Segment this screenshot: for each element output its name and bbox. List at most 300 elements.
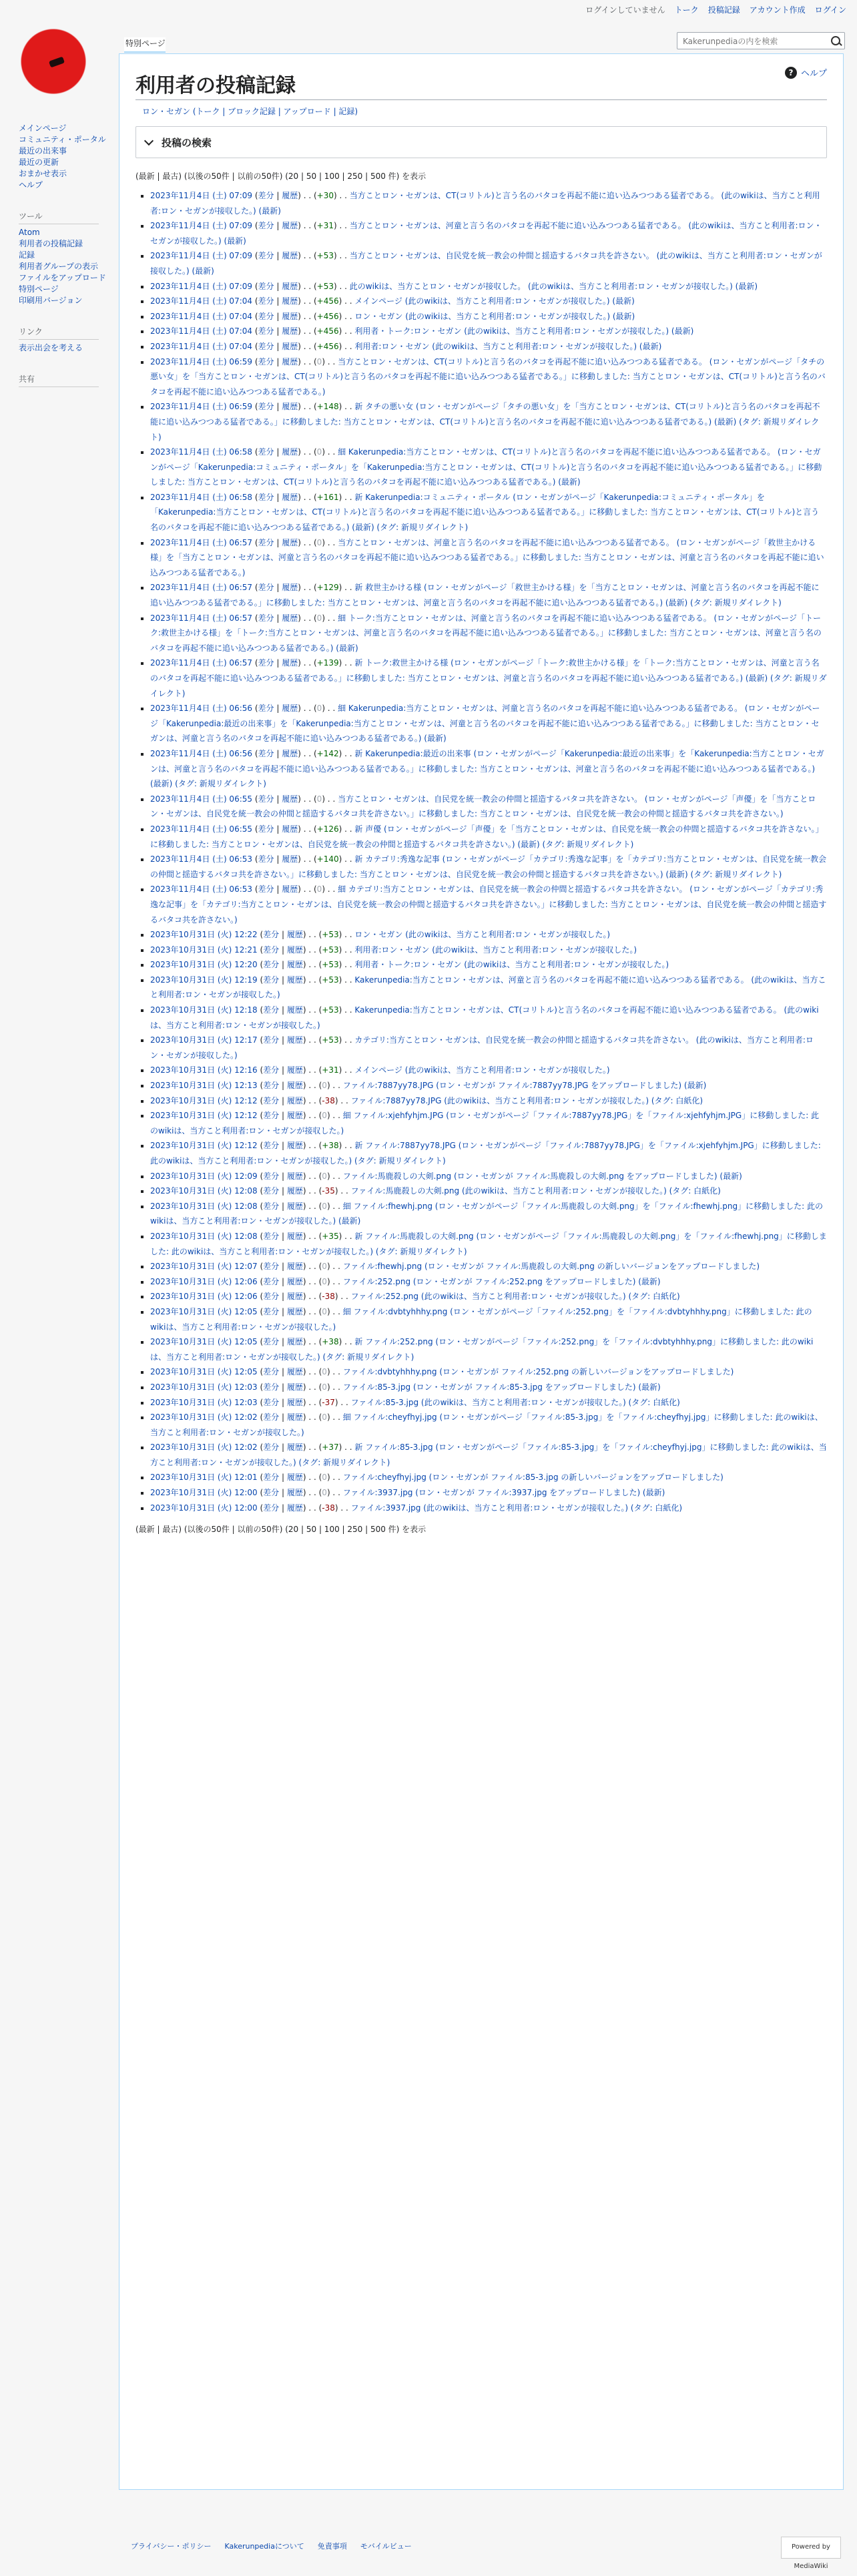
revision-date-link[interactable]: 2023年10月31日 (火) 12:00: [150, 1503, 258, 1513]
footer-links: [131, 2541, 412, 2551]
revision-summary[interactable]: ファイル:3937.jpg (此のwikiは、当方こと利用者:ロン・セガンが接収した。) (タグ: 白紙化): [350, 1503, 683, 1513]
size-change: +38: [322, 1141, 339, 1151]
history-link[interactable]: 履歴: [286, 960, 303, 970]
revision-summary[interactable]: Kakerunpedia:当方ことロン・セガンは、河童と言う名のバタコを再起不能に追い込みつつある猛者である。 (此のwikiは、当方こと利用者:ロン・セガンが接収した。): [150, 975, 826, 1000]
contribution-row: ▪ 2023年10月31日 (火) 12:19 (差分 | 履歴) . . (+53) . . Kakerunpedia:当方ことロン・セガンは、河童と言う名のバタコを再起不能に追い込みつつある猛者である。 (此のwikiは、当方こと利用者:ロン・セガンが接収した。): [150, 973, 827, 1003]
revision-date-link[interactable]: 2023年10月31日 (火) 12:08: [150, 1186, 258, 1196]
create-account-link[interactable]: アカウント作成: [749, 5, 806, 15]
revision-date-link[interactable]: 2023年10月31日 (火) 12:05: [150, 1337, 258, 1347]
revision-summary[interactable]: ファイル:cheyfhyj.jpg (ロン・セガンが ファイル:85-3.jpg の新しいバージョンをアップロードしました): [342, 1473, 724, 1483]
history-link[interactable]: 履歴: [286, 1276, 303, 1286]
size-change: +456: [316, 296, 339, 306]
sidebar-nav-item[interactable]: メインページ: [19, 123, 67, 133]
history-link[interactable]: 履歴: [282, 326, 298, 336]
history-link[interactable]: 履歴: [286, 1412, 303, 1423]
size-change: 0: [322, 1201, 327, 1211]
revision-summary[interactable]: 当方ことロン・セガンは、CT(コリトル)と言う名のバタコを再起不能に追い込みつつある猛者である。 (ロン・セガンがページ「タチの悪い女」を「当方ことロン・セガンは、CT(コリトル)と言う名のバタコを再起不能に追い込みつつある猛者である。」に移動しました: 当方ことロン・セガンは、CT(コリトル)と言う名のバタコを再起不能に追い込みつつある猛者である。): [150, 356, 826, 397]
revision-date-link[interactable]: 2023年10月31日 (火) 12:08: [150, 1231, 258, 1241]
size-change: -35: [322, 1186, 335, 1196]
history-link[interactable]: 履歴: [282, 221, 298, 231]
size-change: 0: [322, 1081, 327, 1091]
search-icon[interactable]: [831, 36, 840, 45]
history-link[interactable]: 履歴: [282, 583, 298, 593]
contribution-row: ▪ 2023年10月31日 (火) 12:05 (差分 | 履歴) . . (+38) . . 新 ファイル:252.png (ロン・セガンがページ「ファイル:252.png」を「ファイル:dvbtyhhhy.png」に移動しました: 此のwikiは、当方こと利用者:ロン・セガンが接収した。) (タグ: 新規リダイレクト): [150, 1334, 827, 1364]
revision-summary[interactable]: Kakerunpedia:当方ことロン・セガンは、CT(コリトル)と言う名のバタコを再起不能に追い込みつつある猛者である。 (此のwikiは、当方こと利用者:ロン・セガンが接収した。): [150, 1005, 819, 1030]
contribution-row: ▪ 2023年11月4日 (土) 07:09 (差分 | 履歴) . . (+53) . . 当方ことロン・セガンは、自民党を統一教会の仲間と揺造するバタコ共を許さない。 (此のwikiは、当方こと利用者:ロン・セガンが接収した。) (最新): [150, 248, 827, 278]
history-link[interactable]: 履歴: [282, 537, 298, 547]
diff-link[interactable]: 差分: [258, 658, 274, 668]
revision-date-link[interactable]: 2023年11月4日 (土) 07:04: [150, 341, 253, 351]
history-link[interactable]: 履歴: [282, 311, 298, 321]
history-link[interactable]: 履歴: [282, 281, 298, 291]
diff-link[interactable]: 差分: [263, 1201, 280, 1211]
revision-summary[interactable]: 新 タチの悪い女 (ロン・セガンがページ「タチの悪い女」を「当方ことロン・セガンは、CT(コリトル)と言う名のバタコを再起不能に追い込みつつある猛者である。」に移動しました: 当方ことロン・セガンは、CT(コリトル)と言う名のバタコを再起不能に追い込みつつある猛者である。) (最新) (タグ: 新規リダイレクト): [150, 402, 820, 442]
revision-date-link[interactable]: 2023年11月4日 (土) 07:09: [150, 281, 253, 291]
site-logo[interactable]: [15, 23, 92, 100]
history-link[interactable]: 履歴: [282, 613, 298, 623]
revision-date-link[interactable]: 2023年10月31日 (火) 12:06: [150, 1276, 258, 1286]
revision-date-link[interactable]: 2023年10月31日 (火) 12:05: [150, 1367, 258, 1377]
history-link[interactable]: 履歴: [282, 191, 298, 200]
login-link[interactable]: ログイン: [814, 5, 846, 15]
revision-summary[interactable]: ロン・セガン (此のwikiは、当方こと利用者:ロン・セガンが接収した。): [354, 930, 611, 940]
diff-link[interactable]: 差分: [263, 1231, 280, 1241]
sidebar-links-item[interactable]: 表示出会を考える: [19, 343, 83, 352]
sidebar-tools-item[interactable]: 特別ページ: [19, 284, 59, 294]
diff-link[interactable]: 差分: [258, 492, 274, 502]
help-link[interactable]: [785, 66, 827, 79]
diff-link[interactable]: 差分: [258, 311, 274, 321]
diff-link[interactable]: 差分: [263, 1141, 280, 1151]
revision-date-link[interactable]: 2023年10月31日 (火) 12:18: [150, 1005, 258, 1015]
revision-date-link[interactable]: 2023年10月31日 (火) 12:08: [150, 1201, 258, 1211]
revision-date-link[interactable]: 2023年10月31日 (火) 12:12: [150, 1111, 258, 1121]
diff-link[interactable]: 差分: [263, 1503, 280, 1513]
diff-link[interactable]: 差分: [258, 748, 274, 758]
revision-date-link[interactable]: 2023年10月31日 (火) 12:01: [150, 1473, 258, 1483]
history-link[interactable]: 履歴: [282, 447, 298, 457]
revision-summary[interactable]: 当方ことロン・セガンは、CT(コリトル)と言う名のバタコを再起不能に追い込みつつある猛者である。 (此のwikiは、当方こと利用者:ロン・セガンが接収した。) (最新): [150, 191, 820, 216]
history-link[interactable]: 履歴: [286, 1005, 303, 1015]
diff-link[interactable]: 差分: [263, 1473, 280, 1483]
revision-date-link[interactable]: 2023年11月4日 (土) 06:57: [150, 583, 253, 593]
revision-date-link[interactable]: 2023年10月31日 (火) 12:17: [150, 1035, 258, 1045]
diff-link[interactable]: 差分: [263, 1397, 280, 1407]
footer-link[interactable]: モバイルビュー: [360, 2542, 412, 2551]
contribution-row: ▪ 2023年11月4日 (土) 07:04 (差分 | 履歴) . . (+456) . . ロン・セガン (此のwikiは、当方こと利用者:ロン・セガンが接収した。) (最新): [150, 309, 827, 324]
revision-summary[interactable]: 当方ことロン・セガンは、河童と言う名のバタコを再起不能に追い込みつつある猛者である。 (此のwikiは、当方こと利用者:ロン・セガンが接収した。) (最新): [150, 221, 822, 246]
pager-bottom[interactable]: (最新 | 最古) (以後の50件 | 以前の50件) (20 | 50 | 100 | 250 | 500 件) を表示: [135, 1525, 426, 1535]
revision-date-link[interactable]: 2023年10月31日 (火) 12:12: [150, 1141, 258, 1151]
size-change: 0: [316, 613, 322, 623]
diff-link[interactable]: 差分: [263, 1095, 280, 1105]
size-change: 0: [316, 537, 322, 547]
size-change: +53: [322, 930, 339, 940]
contribution-row: ▪ 2023年10月31日 (火) 12:09 (差分 | 履歴) . . (0) . . ファイル:馬鹿殺しの大剣.png (ロン・セガンが ファイル:馬鹿殺しの大剣.png をアップロードしました) (最新): [150, 1169, 827, 1184]
revision-summary[interactable]: 利用者:ロン・セガン (此のwikiは、当方こと利用者:ロン・セガンが接収した。): [354, 945, 637, 955]
size-change: +38: [322, 1337, 339, 1347]
revision-summary[interactable]: ファイル:dvbtyhhhy.png (ロン・セガンが ファイル:252.png の新しいバージョンをアップロードしました): [342, 1367, 734, 1377]
diff-link[interactable]: 差分: [263, 1111, 280, 1121]
revision-date-link[interactable]: 2023年10月31日 (火) 12:12: [150, 1095, 258, 1105]
revision-summary[interactable]: ファイル:3937.jpg (ロン・セガンが ファイル:3937.jpg をアップロードしました) (最新): [342, 1488, 665, 1498]
footer-link[interactable]: Kakerunpediaについて: [224, 2542, 304, 2551]
sidebar-nav-item[interactable]: おまかせ表示: [19, 169, 67, 178]
size-change: 0: [322, 1262, 327, 1272]
history-link[interactable]: 履歴: [286, 1488, 303, 1498]
revision-date-link[interactable]: 2023年11月4日 (土) 07:09: [150, 191, 253, 200]
revision-date-link[interactable]: 2023年11月4日 (土) 06:55: [150, 794, 253, 804]
revision-date-link[interactable]: 2023年11月4日 (土) 06:59: [150, 402, 253, 412]
diff-link[interactable]: 差分: [258, 341, 274, 351]
revision-date-link[interactable]: 2023年11月4日 (土) 07:09: [150, 251, 253, 261]
revision-summary[interactable]: カテゴリ:当方ことロン・セガンは、自民党を統一教会の仲間と揺造するバタコ共を許さない。 (此のwikiは、当方こと利用者:ロン・セガンが接収した。): [150, 1035, 814, 1060]
contribution-row: ▪ 2023年11月4日 (土) 07:04 (差分 | 履歴) . . (+456) . . 利用者・トーク:ロン・セガン (此のwikiは、当方こと利用者:ロン・セガンが接収した。) (最新): [150, 324, 827, 339]
history-link[interactable]: 履歴: [286, 1081, 303, 1091]
contribution-row: ▪ 2023年10月31日 (火) 12:18 (差分 | 履歴) . . (+53) . . Kakerunpedia:当方ことロン・セガンは、CT(コリトル)と言う名のバタコを再起不能に追い込みつつある猛者である。 (此のwikiは、当方こと利用者:ロン・セガンが接収した。): [150, 1003, 827, 1033]
revision-date-link[interactable]: 2023年11月4日 (土) 06:56: [150, 704, 253, 714]
contribution-row: ▪ 2023年10月31日 (火) 12:12 (差分 | 履歴) . . (+38) . . 新 ファイル:7887yy78.JPG (ロン・セガンがページ「ファイル:7887yy78.JPG」を「ファイル:xjehfyhjm.JPG」に移動しました: 此のwikiは、当方こと利用者:ロン・セガンが接収した。) (タグ: 新規リダイレクト): [150, 1138, 827, 1168]
history-link[interactable]: 履歴: [286, 1171, 303, 1181]
revision-summary[interactable]: ファイル:85-3.jpg (此のwikiは、当方こと利用者:ロン・セガンが接収した。) (タグ: 白紙化): [350, 1397, 680, 1407]
history-link[interactable]: 履歴: [286, 1095, 303, 1105]
revision-date-link[interactable]: 2023年11月4日 (土) 06:57: [150, 658, 253, 668]
revision-summary[interactable]: ファイル:252.png (此のwikiは、当方こと利用者:ロン・セガンが接収した。) (タグ: 白紙化): [350, 1292, 680, 1302]
revision-date-link[interactable]: 2023年10月31日 (火) 12:00: [150, 1488, 258, 1498]
revision-summary[interactable]: 新 トーク:救世主かける様 (ロン・セガンがページ「トーク:救世主かける様」を「トーク:当方ことロン・セガンは、河童と言う名のバタコを再起不能に追い込みつつある猛者である。」に移動しました: 当方ことロン・セガンは、河童と言う名のバタコを再起不能に追い込みつつある猛者である。) (最新) (タグ: 新規リダイレクト): [150, 658, 827, 698]
revision-summary[interactable]: 新 ファイル:85-3.jpg (ロン・セガンがページ「ファイル:85-3.jpg」を「ファイル:cheyfhyj.jpg」に移動しました: 此のwikiは、当方こと利用者:ロン・セガンが接収した。) (タグ: 新規リダイレクト): [150, 1443, 827, 1467]
main-content: [119, 53, 844, 2490]
sidebar-tools: [19, 227, 112, 306]
revision-summary[interactable]: 細 カテゴリ:当方ことロン・セガンは、自民党を統一教会の仲間と揺造するバタコ共を許さない。 (ロン・セガンがページ「カテゴリ:秀逸な記事」を「カテゴリ:当方ことロン・セガンは、自民党を統一教会の仲間と揺造するバタコ共を許さない。」に移動しました: 当方ことロン・セガンは、自民党を統一教会の仲間と揺造するバタコ共を許さない。): [150, 884, 827, 925]
diff-link[interactable]: 差分: [263, 1276, 280, 1286]
sidebar-links: [19, 342, 112, 354]
size-change: +53: [322, 975, 339, 985]
history-link[interactable]: 履歴: [282, 704, 298, 714]
size-change: +53: [322, 960, 339, 970]
history-link[interactable]: 履歴: [286, 1397, 303, 1407]
revision-summary[interactable]: 細 トーク:当方ことロン・セガンは、河童と言う名のバタコを再起不能に追い込みつつある猛者である。 (ロン・セガンがページ「トーク:救世主かける様」を「トーク:当方ことロン・セガンは、河童と言う名のバタコを再起不能に追い込みつつある猛者である。」に移動しました: 当方ことロン・セガンは、河童と言う名のバタコを再起不能に追い込みつつある猛者である。) (最新): [150, 613, 822, 653]
revision-summary[interactable]: 新 カテゴリ:秀逸な記事 (ロン・セガンがページ「カテゴリ:秀逸な記事」を「カテゴリ:当方ことロン・セガンは、自民党を統一教会の仲間と揺造するバタコ共を許さない。」に移動しました: 当方ことロン・セガンは、自民党を統一教会の仲間と揺造するバタコ共を許さない。) (最新) (タグ: 新規リダイレクト): [150, 854, 827, 879]
contributions-filter-toggle[interactable]: [135, 126, 827, 158]
diff-link[interactable]: 差分: [263, 1412, 280, 1423]
help-label[interactable]: ヘルプ: [800, 69, 827, 79]
logo-mark: [49, 57, 65, 68]
revision-summary[interactable]: メインページ (此のwikiは、当方こと利用者:ロン・セガンが接収した。) (最新): [354, 296, 635, 306]
history-link[interactable]: 履歴: [286, 1473, 303, 1483]
revision-summary[interactable]: 当方ことロン・セガンは、自民党を統一教会の仲間と揺造するバタコ共を許さない。 (ロン・セガンがページ「声優」を「当方ことロン・セガンは、自民党を統一教会の仲間と揺造するバタコ共を許さない。」に移動しました: 当方ことロン・セガンは、自民党を統一教会の仲間と揺造するバタコ共を許さない。): [150, 794, 816, 819]
search-box[interactable]: [677, 32, 845, 49]
revision-summary[interactable]: 新 救世主かける様 (ロン・セガンがページ「救世主かける様」を「当方ことロン・セガンは、河童と言う名のバタコを再起不能に追い込みつつある猛者である。」に移動しました: 当方ことロン・セガンは、河童と言う名のバタコを再起不能に追い込みつつある猛者である。) (最新) (タグ: 新規リダイレクト): [150, 583, 820, 608]
diff-link[interactable]: 差分: [258, 402, 274, 412]
size-change: 0: [322, 1473, 327, 1483]
diff-link[interactable]: 差分: [258, 537, 274, 547]
sidebar-tools-item[interactable]: 印刷用バージョン: [19, 296, 83, 305]
diff-link[interactable]: 差分: [263, 1035, 280, 1045]
size-change: +126: [316, 824, 339, 834]
contribution-row: ▪ 2023年10月31日 (火) 12:07 (差分 | 履歴) . . (0) . . ファイル:fhewhj.png (ロン・セガンが ファイル:馬鹿殺しの大剣.png の新しいバージョンをアップロードしました): [150, 1259, 827, 1274]
links-header: リンク: [19, 326, 99, 340]
pager-top[interactable]: (最新 | 最古) (以後の50件 | 以前の50件) (20 | 50 | 100 | 250 | 500 件) を表示: [135, 172, 426, 181]
history-link[interactable]: 履歴: [286, 930, 303, 940]
revision-date-link[interactable]: 2023年11月4日 (土) 06:58: [150, 447, 253, 457]
revision-summary[interactable]: ファイル:252.png (ロン・セガンが ファイル:252.png をアップロードしました) (最新): [342, 1276, 661, 1286]
diff-link[interactable]: 差分: [258, 884, 274, 894]
history-link[interactable]: 履歴: [286, 1231, 303, 1241]
revision-date-link[interactable]: 2023年11月4日 (土) 06:58: [150, 492, 253, 502]
diff-link[interactable]: 差分: [263, 1306, 280, 1316]
history-link[interactable]: 履歴: [286, 1111, 303, 1121]
diff-link[interactable]: 差分: [258, 854, 274, 864]
revision-summary[interactable]: ファイル:85-3.jpg (ロン・セガンが ファイル:85-3.jpg をアップロードしました) (最新): [342, 1382, 661, 1392]
sidebar-nav-item[interactable]: 最近の更新: [19, 158, 59, 167]
history-link[interactable]: 履歴: [282, 748, 298, 758]
revision-date-link[interactable]: 2023年10月31日 (火) 12:07: [150, 1262, 258, 1272]
sidebar-nav-item[interactable]: ヘルプ: [19, 180, 43, 190]
size-change: +456: [316, 326, 339, 336]
revision-date-link[interactable]: 2023年10月31日 (火) 12:06: [150, 1292, 258, 1302]
sidebar-tools-item[interactable]: Atom: [19, 228, 40, 237]
revision-date-link[interactable]: 2023年11月4日 (土) 07:04: [150, 296, 253, 306]
diff-link[interactable]: 差分: [263, 1171, 280, 1181]
history-link[interactable]: 履歴: [286, 1065, 303, 1075]
diff-link[interactable]: 差分: [258, 447, 274, 457]
contribution-row: ▪ 2023年11月4日 (土) 07:04 (差分 | 履歴) . . (+456) . . 利用者:ロン・セガン (此のwikiは、当方こと利用者:ロン・セガンが接収した。) (最新): [150, 339, 827, 354]
diff-link[interactable]: 差分: [258, 281, 274, 291]
contribution-row: ▪ 2023年11月4日 (土) 06:57 (差分 | 履歴) . . (0) . . 細 トーク:当方ことロン・セガンは、河童と言う名のバタコを再起不能に追い込みつつある猛者である。 (ロン・セガンがページ「トーク:救世主かける様」を「トーク:当方ことロン・セガンは、河童と言う名のバタコを再起不能に追い込みつつある猛者である。」に移動しました: 当方ことロン・セガンは、河童と言う名のバタコを再起不能に追い込みつつある猛者である。) (最新): [150, 611, 827, 656]
history-link[interactable]: 履歴: [282, 492, 298, 502]
sidebar-nav-item[interactable]: コミュニティ・ポータル: [19, 135, 106, 144]
history-link[interactable]: 履歴: [286, 1201, 303, 1211]
history-link[interactable]: 履歴: [286, 1292, 303, 1302]
diff-link[interactable]: 差分: [263, 1005, 280, 1015]
powered-by-mediawiki-badge[interactable]: Powered by MediaWiki: [781, 2537, 841, 2559]
size-change: +129: [316, 583, 339, 593]
diff-link[interactable]: 差分: [263, 1186, 280, 1196]
sidebar-nav-item[interactable]: 最近の出来事: [19, 146, 67, 156]
size-change: +30: [316, 191, 334, 200]
size-change: +142: [316, 748, 339, 758]
revision-summary[interactable]: 新 Kakerunpedia:コミュニティ・ポータル (ロン・セガンがページ「Kakerunpedia:コミュニティ・ポータル」を「Kakerunpedia:当方ことロン・セガンは、CT(コリトル)と言う名のバタコを再起不能に追い込みつつある猛者である。」に移動しました: 当方ことロン・セガンは、CT(コリトル)と言う名のバタコを再起不能に追い込みつつある猛者である。) (最新) (タグ: 新規リダイレクト): [150, 492, 820, 533]
history-link[interactable]: 履歴: [282, 854, 298, 864]
revision-date-link[interactable]: 2023年11月4日 (土) 06:59: [150, 356, 253, 366]
revision-summary[interactable]: 細 ファイル:cheyfhyj.jpg (ロン・セガンがページ「ファイル:85-3.jpg」を「ファイル:cheyfhyj.jpg」に移動しました: 此のwikiは、当方こと利用者:ロン・セガンが接収した。): [150, 1412, 823, 1437]
size-change: +37: [322, 1443, 339, 1453]
contributions-link[interactable]: 投稿記録: [707, 5, 740, 15]
revision-summary[interactable]: ファイル:馬鹿殺しの大剣.png (ロン・セガンが ファイル:馬鹿殺しの大剣.png をアップロードしました) (最新): [342, 1171, 742, 1181]
contribution-row: ▪ 2023年10月31日 (火) 12:05 (差分 | 履歴) . . (0) . . ファイル:dvbtyhhhy.png (ロン・セガンが ファイル:252.png の新しいバージョンをアップロードしました): [150, 1364, 827, 1380]
revision-summary[interactable]: 利用者:ロン・セガン (此のwikiは、当方こと利用者:ロン・セガンが接収した。) (最新): [354, 341, 662, 351]
diff-link[interactable]: 差分: [263, 945, 280, 955]
diff-link[interactable]: 差分: [263, 1065, 280, 1075]
revision-summary[interactable]: 新 ファイル:252.png (ロン・セガンがページ「ファイル:252.png」を「ファイル:dvbtyhhhy.png」に移動しました: 此のwikiは、当方こと利用者:ロン・セガンが接収した。) (タグ: 新規リダイレクト): [150, 1337, 814, 1362]
history-link[interactable]: 履歴: [282, 356, 298, 366]
sidebar-tools-item[interactable]: 記録: [19, 250, 35, 260]
revision-date-link[interactable]: 2023年10月31日 (火) 12:19: [150, 975, 258, 985]
revision-summary[interactable]: 細 Kakerunpedia:当方ことロン・セガンは、河童と言う名のバタコを再起不能に追い込みつつある猛者である。 (ロン・セガンがページ「Kakerunpedia:最近の出来事」を「Kakerunpedia:当方ことロン・セガンは、河童と言う名のバタコを再起不能に追い込みつつある猛者である。」に移動しました: 当方ことロン・セガンは、河童と言う名のバタコを再起不能に追い込みつつある猛者である。) (最新): [150, 704, 820, 744]
history-link[interactable]: 履歴: [286, 1337, 303, 1347]
diff-link[interactable]: 差分: [263, 1382, 280, 1392]
diff-link[interactable]: 差分: [263, 1443, 280, 1453]
revision-summary[interactable]: メインページ (此のwikiは、当方こと利用者:ロン・セガンが接収した。): [354, 1065, 610, 1075]
contribution-row: ▪ 2023年10月31日 (火) 12:08 (差分 | 履歴) . . (0) . . 細 ファイル:fhewhj.png (ロン・セガンがページ「ファイル:馬鹿殺しの大剣.png」を「ファイル:fhewhj.png」に移動しました: 此のwikiは、当方こと利用者:ロン・セガンが接収した。) (最新): [150, 1199, 827, 1229]
revision-date-link[interactable]: 2023年11月4日 (土) 06:56: [150, 748, 253, 758]
diff-link[interactable]: 差分: [258, 824, 274, 834]
revision-summary[interactable]: 細 ファイル:dvbtyhhhy.png (ロン・セガンがページ「ファイル:252.png」を「ファイル:dvbtyhhhy.png」に移動しました: 此のwikiは、当方こと利用者:ロン・セガンが接収した。): [150, 1306, 812, 1332]
revision-summary[interactable]: 新 ファイル:馬鹿殺しの大剣.png (ロン・セガンがページ「ファイル:馬鹿殺しの大剣.png」を「ファイル:fhewhj.png」に移動しました: 此のwikiは、当方こと利用者:ロン・セガンが接収した。) (タグ: 新規リダイレクト): [150, 1231, 827, 1256]
diff-link[interactable]: 差分: [258, 583, 274, 593]
size-change: 0: [322, 1412, 327, 1423]
revision-summary[interactable]: 細 ファイル:xjehfyhjm.JPG (ロン・セガンがページ「ファイル:7887yy78.JPG」を「ファイル:xjehfyhjm.JPG」に移動しました: 此のwikiは、当方こと利用者:ロン・セガンが接収した。): [150, 1111, 820, 1135]
diff-link[interactable]: 差分: [258, 356, 274, 366]
revision-date-link[interactable]: 2023年11月4日 (土) 06:53: [150, 884, 253, 894]
revision-date-link[interactable]: 2023年10月31日 (火) 12:05: [150, 1306, 258, 1316]
contribution-row: ▪ 2023年11月4日 (土) 06:58 (差分 | 履歴) . . (+161) . . 新 Kakerunpedia:コミュニティ・ポータル (ロン・セガンがページ「Kakerunpedia:コミュニティ・ポータル」を「Kakerunpedia:当方ことロン・セガンは、CT(コリトル)と言う名のバタコを再起不能に追い込みつつある猛者である。」に移動しました: 当方ことロン・セガンは、CT(コリトル)と言う名のバタコを再起不能に追い込みつつある猛者である。) (最新) (タグ: 新規リダイレクト): [150, 490, 827, 535]
diff-link[interactable]: 差分: [258, 794, 274, 804]
revision-summary[interactable]: 新 ファイル:7887yy78.JPG (ロン・セガンがページ「ファイル:7887yy78.JPG」を「ファイル:xjehfyhjm.JPG」に移動しました: 此のwikiは、当方こと利用者:ロン・セガンが接収した。) (タグ: 新規リダイレクト): [150, 1141, 821, 1166]
history-link[interactable]: 履歴: [286, 1443, 303, 1453]
history-link[interactable]: 履歴: [286, 1367, 303, 1377]
history-link[interactable]: 履歴: [286, 1503, 303, 1513]
history-link[interactable]: 履歴: [282, 251, 298, 261]
revision-date-link[interactable]: 2023年11月4日 (土) 06:53: [150, 854, 253, 864]
revision-summary[interactable]: 新 Kakerunpedia:最近の出来事 (ロン・セガンがページ「Kakerunpedia:最近の出来事」を「Kakerunpedia:当方ことロン・セガンは、河童と言う名のバタコを再起不能に追い込みつつある猛者である。」に移動しました: 当方ことロン・セガンは、河童と言う名のバタコを再起不能に追い込みつつある猛者である。) (最新) (タグ: 新規リダイレクト): [150, 748, 824, 789]
diff-link[interactable]: 差分: [263, 1292, 280, 1302]
diff-link[interactable]: 差分: [258, 613, 274, 623]
revision-summary[interactable]: ファイル:7887yy78.JPG (此のwikiは、当方こと利用者:ロン・セガンが接収した。) (タグ: 白紙化): [350, 1095, 703, 1105]
diff-link[interactable]: 差分: [258, 221, 274, 231]
contribution-row: ▪ 2023年11月4日 (土) 06:57 (差分 | 履歴) . . (+139) . . 新 トーク:救世主かける様 (ロン・セガンがページ「トーク:救世主かける様」を「トーク:当方ことロン・セガンは、河童と言う名のバタコを再起不能に追い込みつつある猛者である。」に移動しました: 当方ことロン・セガンは、河童と言う名のバタコを再起不能に追い込みつつある猛者である。) (最新) (タグ: 新規リダイレクト): [150, 656, 827, 701]
revision-summary[interactable]: ファイル:fhewhj.png (ロン・セガンが ファイル:馬鹿殺しの大剣.png の新しいバージョンをアップロードしました): [342, 1262, 760, 1272]
contribution-row: ▪ 2023年11月4日 (土) 07:04 (差分 | 履歴) . . (+456) . . メインページ (此のwikiは、当方こと利用者:ロン・セガンが接収した。) (最新): [150, 294, 827, 309]
history-link[interactable]: 履歴: [286, 945, 303, 955]
contribution-row: ▪ 2023年11月4日 (土) 06:56 (差分 | 履歴) . . (0) . . 細 Kakerunpedia:当方ことロン・セガンは、河童と言う名のバタコを再起不能に追い込みつつある猛者である。 (ロン・セガンがページ「Kakerunpedia:最近の出来事」を「Kakerunpedia:当方ことロン・セガンは、河童と言う名のバタコを再起不能に追い込みつつある猛者である。」に移動しました: 当方ことロン・セガンは、河童と言う名のバタコを再起不能に追い込みつつある猛者である。) (最新): [150, 701, 827, 746]
diff-link[interactable]: 差分: [258, 191, 274, 200]
sidebar-tools-item[interactable]: 利用者の投稿記録: [19, 239, 83, 248]
history-link[interactable]: 履歴: [282, 296, 298, 306]
diff-link[interactable]: 差分: [258, 704, 274, 714]
revision-date-link[interactable]: 2023年10月31日 (火) 12:13: [150, 1081, 258, 1091]
diff-link[interactable]: 差分: [263, 1367, 280, 1377]
revision-summary[interactable]: 此のwikiは、当方ことロン・セガンが接収した。 (此のwikiは、当方こと利用者:ロン・セガンが接収した。) (最新): [349, 281, 758, 291]
revision-date-link[interactable]: 2023年11月4日 (土) 07:04: [150, 326, 253, 336]
size-change: +35: [322, 1231, 339, 1241]
revision-date-link[interactable]: 2023年11月4日 (土) 06:55: [150, 824, 253, 834]
size-change: 0: [316, 704, 322, 714]
contribution-row: ▪ 2023年10月31日 (火) 12:02 (差分 | 履歴) . . (+37) . . 新 ファイル:85-3.jpg (ロン・セガンがページ「ファイル:85-3.jpg」を「ファイル:cheyfhyj.jpg」に移動しました: 此のwikiは、当方こと利用者:ロン・セガンが接収した。) (タグ: 新規リダイレクト): [150, 1440, 827, 1470]
revision-date-link[interactable]: 2023年10月31日 (火) 12:02: [150, 1412, 258, 1423]
tab-special-page[interactable]: 特別ページ: [124, 37, 166, 53]
size-change: +53: [322, 1035, 339, 1045]
page-subtitle[interactable]: ロン・セガン (トーク | ブロック記録 | アップロード | 記録): [142, 107, 358, 116]
diff-link[interactable]: 差分: [263, 1262, 280, 1272]
diff-link[interactable]: 差分: [263, 975, 280, 985]
history-link[interactable]: 履歴: [286, 1186, 303, 1196]
history-link[interactable]: 履歴: [286, 975, 303, 985]
revision-summary[interactable]: 利用者・トーク:ロン・セガン (此のwikiは、当方こと利用者:ロン・セガンが接収した。): [354, 960, 669, 970]
footer-link[interactable]: 免責事項: [317, 2542, 347, 2551]
revision-summary[interactable]: 細 ファイル:fhewhj.png (ロン・セガンがページ「ファイル:馬鹿殺しの大剣.png」を「ファイル:fhewhj.png」に移動しました: 此のwikiは、当方こと利用者:ロン・セガンが接収した。) (最新): [150, 1201, 823, 1226]
size-change: 0: [322, 1367, 327, 1377]
size-change: +456: [316, 341, 339, 351]
size-change: +53: [322, 945, 339, 955]
revision-summary[interactable]: ファイル:馬鹿殺しの大剣.png (此のwikiは、当方こと利用者:ロン・セガンが接収した。) (タグ: 白紙化): [350, 1186, 721, 1196]
contribution-row: ▪ 2023年11月4日 (土) 06:53 (差分 | 履歴) . . (0) . . 細 カテゴリ:当方ことロン・セガンは、自民党を統一教会の仲間と揺造するバタコ共を許さない。 (ロン・セガンがページ「カテゴリ:秀逸な記事」を「カテゴリ:当方ことロン・セガンは、自民党を統一教会の仲間と揺造するバタコ共を許さない。」に移動しました: 当方ことロン・セガンは、自民党を統一教会の仲間と揺造するバタコ共を許さない。): [150, 882, 827, 927]
contribution-row: ▪ 2023年10月31日 (火) 12:16 (差分 | 履歴) . . (+31) . . メインページ (此のwikiは、当方こと利用者:ロン・セガンが接収した。): [150, 1063, 827, 1078]
history-link[interactable]: 履歴: [282, 402, 298, 412]
size-change: -38: [322, 1292, 335, 1302]
revision-date-link[interactable]: 2023年10月31日 (火) 12:20: [150, 960, 258, 970]
sidebar-tools-item[interactable]: ファイルをアップロード: [19, 273, 106, 282]
size-change: 0: [322, 1276, 327, 1286]
history-link[interactable]: 履歴: [286, 1306, 303, 1316]
revision-summary[interactable]: 利用者・トーク:ロン・セガン (此のwikiは、当方こと利用者:ロン・セガンが接収した。) (最新): [354, 326, 694, 336]
revision-date-link[interactable]: 2023年10月31日 (火) 12:09: [150, 1171, 258, 1181]
sidebar-tools-item[interactable]: 利用者グループの表示: [19, 262, 99, 271]
footer-link[interactable]: プライバシー・ポリシー: [131, 2542, 212, 2551]
search-input[interactable]: [681, 33, 824, 49]
diff-link[interactable]: 差分: [263, 930, 280, 940]
diff-link[interactable]: 差分: [258, 251, 274, 261]
size-change: 0: [322, 1171, 327, 1181]
history-link[interactable]: 履歴: [286, 1035, 303, 1045]
history-link[interactable]: 履歴: [286, 1262, 303, 1272]
history-link[interactable]: 履歴: [286, 1382, 303, 1392]
size-change: -38: [322, 1503, 335, 1513]
revision-summary[interactable]: 細 Kakerunpedia:当方ことロン・セガンは、CT(コリトル)と言う名のバタコを再起不能に追い込みつつある猛者である。 (ロン・セガンがページ「Kakerunpedia:コミュニティ・ポータル」を「Kakerunpedia:当方ことロン・セガンは、CT(コリトル)と言う名のバタコを再起不能に追い込みつつある猛者である。」に移動しました: 当方ことロン・セガンは、CT(コリトル)と言う名のバタコを再起不能に追い込みつつある猛者である。) (最新): [150, 447, 822, 487]
revision-summary[interactable]: 当方ことロン・セガンは、自民党を統一教会の仲間と揺造するバタコ共を許さない。 (此のwikiは、当方こと利用者:ロン・セガンが接収した。) (最新): [150, 251, 822, 276]
revision-date-link[interactable]: 2023年10月31日 (火) 12:02: [150, 1443, 258, 1453]
revision-date-link[interactable]: 2023年10月31日 (火) 12:21: [150, 945, 258, 955]
revision-summary[interactable]: 当方ことロン・セガンは、河童と言う名のバタコを再起不能に追い込みつつある猛者である。 (ロン・セガンがページ「救世主かける様」を「当方ことロン・セガンは、河童と言う名のバタコを再起不能に追い込みつつある猛者である。」に移動しました: 当方ことロン・セガンは、河童と言う名のバタコを再起不能に追い込みつつある猛者である。): [150, 537, 824, 577]
diff-link[interactable]: 差分: [263, 1337, 280, 1347]
revision-date-link[interactable]: 2023年11月4日 (土) 07:09: [150, 221, 253, 231]
revision-date-link[interactable]: 2023年10月31日 (火) 12:16: [150, 1065, 258, 1075]
diff-link[interactable]: 差分: [258, 296, 274, 306]
chevron-down-icon: [144, 136, 154, 146]
diff-link[interactable]: 差分: [263, 1081, 280, 1091]
revision-summary[interactable]: ファイル:7887yy78.JPG (ロン・セガンが ファイル:7887yy78.JPG をアップロードしました) (最新): [342, 1081, 707, 1091]
revision-date-link[interactable]: 2023年10月31日 (火) 12:03: [150, 1382, 258, 1392]
revision-summary[interactable]: 新 声優 (ロン・セガンがページ「声優」を「当方ことロン・セガンは、自民党を統一教会の仲間と揺造するバタコ共を許さない。」に移動しました: 当方ことロン・セガンは、自民党を統一教会の仲間と揺造するバタコ共を許さない。) (最新) (タグ: 新規リダイレクト): [150, 824, 824, 849]
history-link[interactable]: 履歴: [282, 794, 298, 804]
contribution-row: ▪ 2023年10月31日 (火) 12:02 (差分 | 履歴) . . (0) . . 細 ファイル:cheyfhyj.jpg (ロン・セガンがページ「ファイル:85-3.jpg」を「ファイル:cheyfhyj.jpg」に移動しました: 此のwikiは、当方こと利用者:ロン・セガンが接収した。): [150, 1410, 827, 1440]
revision-date-link[interactable]: 2023年11月4日 (土) 07:04: [150, 311, 253, 321]
history-link[interactable]: 履歴: [286, 1141, 303, 1151]
history-link[interactable]: 履歴: [282, 341, 298, 351]
talk-link[interactable]: トーク: [674, 5, 699, 15]
size-change: +53: [316, 281, 334, 291]
tools-header: ツール: [19, 211, 99, 224]
diff-link[interactable]: 差分: [258, 326, 274, 336]
revision-summary[interactable]: ロン・セガン (此のwikiは、当方こと利用者:ロン・セガンが接収した。) (最新): [354, 311, 635, 321]
history-link[interactable]: 履歴: [282, 884, 298, 894]
contribution-row: ▪ 2023年11月4日 (土) 06:53 (差分 | 履歴) . . (+140) . . 新 カテゴリ:秀逸な記事 (ロン・セガンがページ「カテゴリ:秀逸な記事」を「カテゴリ:当方ことロン・セガンは、自民党を統一教会の仲間と揺造するバタコ共を許さない。」に移動しました: 当方ことロン・セガンは、自民党を統一教会の仲間と揺造するバタコ共を許さない。) (最新) (タグ: 新規リダイレクト): [150, 852, 827, 882]
size-change: +161: [316, 492, 339, 502]
contribution-row: ▪ 2023年11月4日 (土) 06:57 (差分 | 履歴) . . (0) . . 当方ことロン・セガンは、河童と言う名のバタコを再起不能に追い込みつつある猛者である。 (ロン・セガンがページ「救世主かける様」を「当方ことロン・セガンは、河童と言う名のバタコを再起不能に追い込みつつある猛者である。」に移動しました: 当方ことロン・セガンは、河童と言う名のバタコを再起不能に追い込みつつある猛者である。): [150, 535, 827, 581]
diff-link[interactable]: 差分: [263, 960, 280, 970]
revision-date-link[interactable]: 2023年11月4日 (土) 06:57: [150, 613, 253, 623]
revision-date-link[interactable]: 2023年11月4日 (土) 06:57: [150, 537, 253, 547]
revision-date-link[interactable]: 2023年10月31日 (火) 12:22: [150, 930, 258, 940]
diff-link[interactable]: 差分: [263, 1488, 280, 1498]
contribution-row: ▪ 2023年10月31日 (火) 12:03 (差分 | 履歴) . . (-37) . . ファイル:85-3.jpg (此のwikiは、当方こと利用者:ロン・セガンが接収した。) (タグ: 白紙化): [150, 1395, 827, 1410]
not-logged-in-label: ログインしていません: [585, 5, 665, 15]
size-change: 0: [322, 1382, 327, 1392]
history-link[interactable]: 履歴: [282, 658, 298, 668]
history-link[interactable]: 履歴: [282, 824, 298, 834]
revision-date-link[interactable]: 2023年10月31日 (火) 12:03: [150, 1397, 258, 1407]
